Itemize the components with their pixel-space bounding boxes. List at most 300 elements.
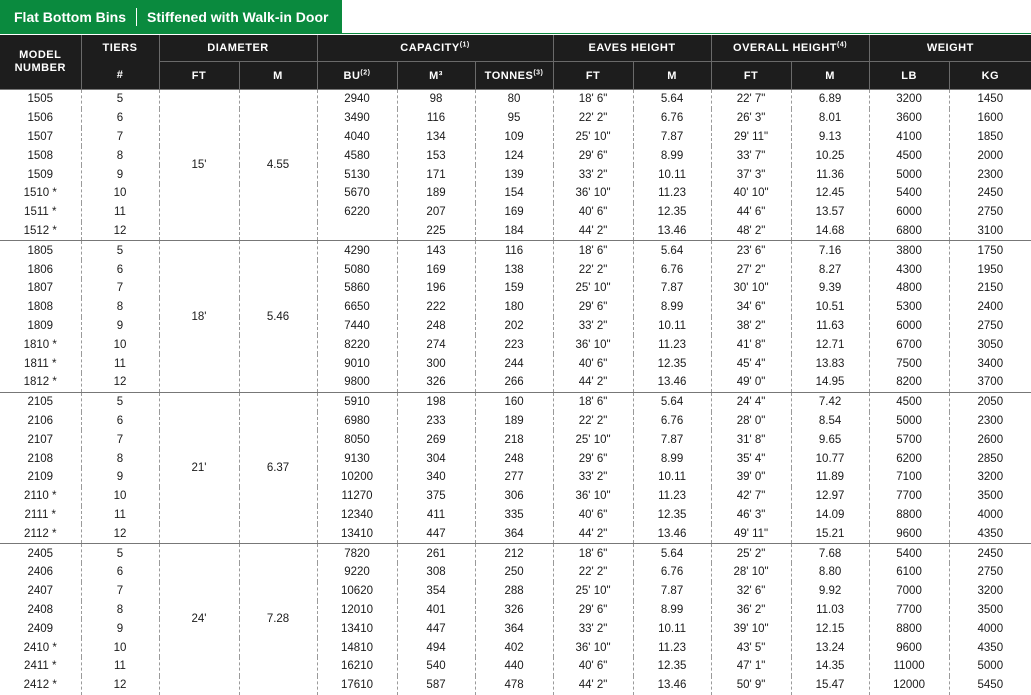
tiers-cell: 7 xyxy=(81,430,159,449)
weight-kg-cell: 2600 xyxy=(949,430,1031,449)
overall-ft-cell: 36' 2" xyxy=(711,601,791,620)
weight-lb-cell: 4300 xyxy=(869,260,949,279)
overall-m-cell: 7.16 xyxy=(791,241,869,260)
tiers-cell: 6 xyxy=(81,109,159,128)
eaves-m-cell: 10.11 xyxy=(633,619,711,638)
table-row xyxy=(0,279,1031,298)
eaves-m-cell: 11.23 xyxy=(633,335,711,354)
capacity-m3-cell: 340 xyxy=(397,468,475,487)
table-row xyxy=(0,222,1031,241)
eaves-ft-cell: 33' 2" xyxy=(553,468,633,487)
overall-m-cell: 14.35 xyxy=(791,657,869,676)
eaves-ft-cell: 33' 2" xyxy=(553,165,633,184)
capacity-tonnes-cell: 335 xyxy=(475,506,553,525)
overall-m-cell: 10.77 xyxy=(791,449,869,468)
header-diameter-ft: FT xyxy=(159,62,239,90)
weight-kg-cell: 2850 xyxy=(949,449,1031,468)
overall-ft-cell: 26' 3" xyxy=(711,109,791,128)
table-row xyxy=(0,430,1031,449)
tiers-cell: 5 xyxy=(81,241,159,260)
capacity-tonnes-cell: 218 xyxy=(475,430,553,449)
overall-m-cell: 15.21 xyxy=(791,524,869,543)
weight-lb-cell: 5300 xyxy=(869,298,949,317)
model-number-cell: 1505 xyxy=(0,90,81,109)
model-number-cell: 1811 * xyxy=(0,354,81,373)
weight-lb-cell: 5400 xyxy=(869,184,949,203)
overall-ft-cell: 32' 6" xyxy=(711,582,791,601)
overall-m-cell: 13.83 xyxy=(791,354,869,373)
overall-ft-cell: 22' 7" xyxy=(711,90,791,109)
group-15ft xyxy=(0,90,1031,241)
tiers-cell: 12 xyxy=(81,676,159,695)
diameter-ft-cell: 24' xyxy=(159,544,239,695)
capacity-m3-cell: 540 xyxy=(397,657,475,676)
diameter-m-cell: 6.37 xyxy=(239,392,317,543)
header-overall-ft: FT xyxy=(711,62,791,90)
eaves-m-cell: 7.87 xyxy=(633,279,711,298)
capacity-tonnes-cell: 159 xyxy=(475,279,553,298)
overall-ft-cell: 40' 10" xyxy=(711,184,791,203)
eaves-m-cell: 13.46 xyxy=(633,676,711,695)
title-underline xyxy=(0,33,1031,34)
model-number-cell: 1507 xyxy=(0,128,81,147)
overall-m-cell: 7.42 xyxy=(791,392,869,411)
capacity-bu-cell: 5080 xyxy=(317,260,397,279)
weight-lb-cell: 3800 xyxy=(869,241,949,260)
eaves-ft-cell: 36' 10" xyxy=(553,184,633,203)
tiers-cell: 10 xyxy=(81,335,159,354)
tiers-cell: 7 xyxy=(81,279,159,298)
eaves-ft-cell: 36' 10" xyxy=(553,335,633,354)
table-row xyxy=(0,146,1031,165)
header-weight: WEIGHT xyxy=(869,35,1031,62)
tiers-cell: 11 xyxy=(81,506,159,525)
table-row xyxy=(0,203,1031,222)
capacity-bu-cell: 13410 xyxy=(317,524,397,543)
header-weight-lb: LB xyxy=(869,62,949,90)
tiers-cell: 5 xyxy=(81,544,159,563)
header-tiers-unit: # xyxy=(81,62,159,90)
capacity-m3-cell: 171 xyxy=(397,165,475,184)
model-number-cell: 1510 * xyxy=(0,184,81,203)
tiers-cell: 5 xyxy=(81,392,159,411)
weight-kg-cell: 2450 xyxy=(949,184,1031,203)
overall-ft-cell: 30' 10" xyxy=(711,279,791,298)
weight-kg-cell: 3700 xyxy=(949,373,1031,392)
model-number-cell: 1812 * xyxy=(0,373,81,392)
weight-lb-cell: 6700 xyxy=(869,335,949,354)
tiers-cell: 7 xyxy=(81,128,159,147)
eaves-ft-cell: 25' 10" xyxy=(553,430,633,449)
capacity-m3-cell: 225 xyxy=(397,222,475,241)
tiers-cell: 12 xyxy=(81,222,159,241)
capacity-m3-cell: 196 xyxy=(397,279,475,298)
weight-lb-cell: 8200 xyxy=(869,373,949,392)
capacity-m3-cell: 587 xyxy=(397,676,475,695)
eaves-ft-cell: 44' 2" xyxy=(553,524,633,543)
tiers-cell: 8 xyxy=(81,298,159,317)
eaves-m-cell: 12.35 xyxy=(633,354,711,373)
weight-lb-cell: 5400 xyxy=(869,544,949,563)
header-model-number: MODEL NUMBER xyxy=(0,35,81,90)
overall-m-cell: 9.39 xyxy=(791,279,869,298)
model-number-cell: 2410 * xyxy=(0,638,81,657)
table-row xyxy=(0,392,1031,411)
weight-kg-cell: 3500 xyxy=(949,487,1031,506)
capacity-bu-cell: 7820 xyxy=(317,544,397,563)
model-number-cell: 2109 xyxy=(0,468,81,487)
header-tiers: TIERS xyxy=(81,35,159,62)
model-number-cell: 1806 xyxy=(0,260,81,279)
capacity-tonnes-cell: 180 xyxy=(475,298,553,317)
capacity-m3-cell: 401 xyxy=(397,601,475,620)
weight-lb-cell: 9600 xyxy=(869,638,949,657)
weight-kg-cell: 3400 xyxy=(949,354,1031,373)
tiers-cell: 11 xyxy=(81,657,159,676)
header-weight-kg: KG xyxy=(949,62,1031,90)
capacity-tonnes-cell: 139 xyxy=(475,165,553,184)
overall-ft-cell: 39' 0" xyxy=(711,468,791,487)
overall-m-cell: 12.15 xyxy=(791,619,869,638)
eaves-m-cell: 7.87 xyxy=(633,430,711,449)
eaves-m-cell: 8.99 xyxy=(633,146,711,165)
overall-m-cell: 8.01 xyxy=(791,109,869,128)
capacity-tonnes-cell: 160 xyxy=(475,392,553,411)
weight-lb-cell: 8800 xyxy=(869,506,949,525)
weight-kg-cell: 1750 xyxy=(949,241,1031,260)
model-number-cell: 1808 xyxy=(0,298,81,317)
header-capacity: CAPACITY$^{(1)}$ xyxy=(317,35,553,62)
weight-kg-cell: 1600 xyxy=(949,109,1031,128)
capacity-tonnes-cell: 440 xyxy=(475,657,553,676)
weight-lb-cell: 11000 xyxy=(869,657,949,676)
weight-lb-cell: 8800 xyxy=(869,619,949,638)
capacity-bu-cell: 16210 xyxy=(317,657,397,676)
weight-kg-cell: 4000 xyxy=(949,506,1031,525)
tiers-cell: 12 xyxy=(81,524,159,543)
capacity-m3-cell: 233 xyxy=(397,412,475,431)
eaves-ft-cell: 40' 6" xyxy=(553,657,633,676)
overall-m-cell: 11.36 xyxy=(791,165,869,184)
eaves-ft-cell: 18' 6" xyxy=(553,392,633,411)
eaves-m-cell: 5.64 xyxy=(633,241,711,260)
title-primary: Flat Bottom Bins xyxy=(14,9,126,25)
eaves-ft-cell: 33' 2" xyxy=(553,619,633,638)
capacity-bu-cell: 14810 xyxy=(317,638,397,657)
capacity-m3-cell: 207 xyxy=(397,203,475,222)
eaves-m-cell: 13.46 xyxy=(633,524,711,543)
tiers-cell: 10 xyxy=(81,638,159,657)
eaves-m-cell: 5.64 xyxy=(633,544,711,563)
model-number-cell: 1512 * xyxy=(0,222,81,241)
overall-m-cell: 9.92 xyxy=(791,582,869,601)
overall-m-cell: 8.27 xyxy=(791,260,869,279)
eaves-m-cell: 13.46 xyxy=(633,222,711,241)
header-overall-height: OVERALL HEIGHT$^{(4)}$ xyxy=(711,35,869,62)
tiers-cell: 5 xyxy=(81,90,159,109)
capacity-tonnes-cell: 478 xyxy=(475,676,553,695)
capacity-bu-cell: 7440 xyxy=(317,317,397,336)
eaves-m-cell: 6.76 xyxy=(633,563,711,582)
capacity-bu-cell: 8220 xyxy=(317,335,397,354)
overall-m-cell: 14.68 xyxy=(791,222,869,241)
capacity-tonnes-cell: 202 xyxy=(475,317,553,336)
weight-kg-cell: 2400 xyxy=(949,298,1031,317)
overall-m-cell: 14.09 xyxy=(791,506,869,525)
capacity-tonnes-cell: 189 xyxy=(475,412,553,431)
capacity-bu-cell: 4580 xyxy=(317,146,397,165)
overall-m-cell: 10.25 xyxy=(791,146,869,165)
weight-lb-cell: 6100 xyxy=(869,563,949,582)
eaves-m-cell: 8.99 xyxy=(633,601,711,620)
model-number-cell: 2106 xyxy=(0,412,81,431)
weight-kg-cell: 2050 xyxy=(949,392,1031,411)
table-row xyxy=(0,601,1031,620)
table-row xyxy=(0,260,1031,279)
overall-m-cell: 11.89 xyxy=(791,468,869,487)
eaves-ft-cell: 25' 10" xyxy=(553,279,633,298)
capacity-m3-cell: 411 xyxy=(397,506,475,525)
model-number-cell: 2411 * xyxy=(0,657,81,676)
overall-m-cell: 12.97 xyxy=(791,487,869,506)
capacity-bu-cell: 5910 xyxy=(317,392,397,411)
overall-ft-cell: 47' 1" xyxy=(711,657,791,676)
eaves-m-cell: 5.64 xyxy=(633,90,711,109)
model-number-cell: 1509 xyxy=(0,165,81,184)
table-row xyxy=(0,298,1031,317)
group-21ft xyxy=(0,392,1031,543)
model-number-cell: 2107 xyxy=(0,430,81,449)
capacity-m3-cell: 261 xyxy=(397,544,475,563)
weight-lb-cell: 6200 xyxy=(869,449,949,468)
eaves-ft-cell: 22' 2" xyxy=(553,260,633,279)
capacity-bu-cell: 9130 xyxy=(317,449,397,468)
capacity-m3-cell: 447 xyxy=(397,524,475,543)
overall-ft-cell: 45' 4" xyxy=(711,354,791,373)
overall-ft-cell: 35' 4" xyxy=(711,449,791,468)
table-row xyxy=(0,165,1031,184)
header-diameter: DIAMETER xyxy=(159,35,317,62)
capacity-m3-cell: 447 xyxy=(397,619,475,638)
overall-ft-cell: 33' 7" xyxy=(711,146,791,165)
model-number-cell: 1511 * xyxy=(0,203,81,222)
eaves-ft-cell: 25' 10" xyxy=(553,128,633,147)
overall-ft-cell: 43' 5" xyxy=(711,638,791,657)
overall-ft-cell: 28' 10" xyxy=(711,563,791,582)
eaves-m-cell: 7.87 xyxy=(633,128,711,147)
weight-lb-cell: 4800 xyxy=(869,279,949,298)
eaves-ft-cell: 22' 2" xyxy=(553,412,633,431)
capacity-bu-cell: 12340 xyxy=(317,506,397,525)
overall-m-cell: 12.71 xyxy=(791,335,869,354)
weight-kg-cell: 2450 xyxy=(949,544,1031,563)
table-row xyxy=(0,487,1031,506)
capacity-tonnes-cell: 138 xyxy=(475,260,553,279)
capacity-bu-cell: 9800 xyxy=(317,373,397,392)
eaves-ft-cell: 29' 6" xyxy=(553,449,633,468)
overall-ft-cell: 24' 4" xyxy=(711,392,791,411)
group-18ft xyxy=(0,241,1031,392)
capacity-bu-cell: 5860 xyxy=(317,279,397,298)
capacity-tonnes-cell: 306 xyxy=(475,487,553,506)
capacity-m3-cell: 222 xyxy=(397,298,475,317)
weight-kg-cell: 2750 xyxy=(949,203,1031,222)
capacity-tonnes-cell: 402 xyxy=(475,638,553,657)
capacity-m3-cell: 300 xyxy=(397,354,475,373)
header-capacity-bu: BU$^{(2)}$ xyxy=(317,62,397,90)
group-24ft xyxy=(0,544,1031,695)
capacity-m3-cell: 248 xyxy=(397,317,475,336)
overall-ft-cell: 46' 3" xyxy=(711,506,791,525)
capacity-tonnes-cell: 212 xyxy=(475,544,553,563)
tiers-cell: 6 xyxy=(81,412,159,431)
capacity-bu-cell: 10200 xyxy=(317,468,397,487)
capacity-bu-cell: 6980 xyxy=(317,412,397,431)
model-number-cell: 2407 xyxy=(0,582,81,601)
overall-m-cell: 6.89 xyxy=(791,90,869,109)
title-bar xyxy=(0,0,342,34)
overall-ft-cell: 41' 8" xyxy=(711,335,791,354)
weight-lb-cell: 3200 xyxy=(869,90,949,109)
eaves-ft-cell: 18' 6" xyxy=(553,90,633,109)
eaves-ft-cell: 33' 2" xyxy=(553,317,633,336)
eaves-ft-cell: 44' 2" xyxy=(553,373,633,392)
capacity-m3-cell: 269 xyxy=(397,430,475,449)
weight-lb-cell: 5000 xyxy=(869,165,949,184)
table-row xyxy=(0,619,1031,638)
eaves-m-cell: 12.35 xyxy=(633,657,711,676)
eaves-ft-cell: 36' 10" xyxy=(553,487,633,506)
eaves-m-cell: 8.99 xyxy=(633,449,711,468)
overall-m-cell: 15.47 xyxy=(791,676,869,695)
capacity-m3-cell: 308 xyxy=(397,563,475,582)
weight-kg-cell: 3500 xyxy=(949,601,1031,620)
eaves-ft-cell: 29' 6" xyxy=(553,298,633,317)
capacity-bu-cell: 5130 xyxy=(317,165,397,184)
capacity-tonnes-cell: 109 xyxy=(475,128,553,147)
overall-ft-cell: 44' 6" xyxy=(711,203,791,222)
capacity-tonnes-cell: 288 xyxy=(475,582,553,601)
weight-kg-cell: 5000 xyxy=(949,657,1031,676)
overall-ft-cell: 49' 11" xyxy=(711,524,791,543)
eaves-m-cell: 12.35 xyxy=(633,203,711,222)
model-number-cell: 2111 * xyxy=(0,506,81,525)
weight-kg-cell: 2000 xyxy=(949,146,1031,165)
capacity-tonnes-cell: 116 xyxy=(475,241,553,260)
model-number-cell: 2112 * xyxy=(0,524,81,543)
tiers-cell: 6 xyxy=(81,563,159,582)
model-number-cell: 2408 xyxy=(0,601,81,620)
eaves-ft-cell: 29' 6" xyxy=(553,601,633,620)
eaves-m-cell: 11.23 xyxy=(633,638,711,657)
capacity-m3-cell: 326 xyxy=(397,373,475,392)
tiers-cell: 8 xyxy=(81,146,159,165)
weight-lb-cell: 6000 xyxy=(869,203,949,222)
table-row xyxy=(0,184,1031,203)
eaves-ft-cell: 18' 6" xyxy=(553,241,633,260)
tiers-cell: 8 xyxy=(81,601,159,620)
weight-lb-cell: 5000 xyxy=(869,412,949,431)
table-row xyxy=(0,335,1031,354)
tiers-cell: 10 xyxy=(81,487,159,506)
table-row xyxy=(0,582,1031,601)
weight-kg-cell: 3200 xyxy=(949,468,1031,487)
capacity-bu-cell: 10620 xyxy=(317,582,397,601)
title-secondary: Stiffened with Walk-in Door xyxy=(147,9,329,25)
capacity-m3-cell: 169 xyxy=(397,260,475,279)
capacity-tonnes-cell: 154 xyxy=(475,184,553,203)
overall-m-cell: 9.13 xyxy=(791,128,869,147)
overall-m-cell: 13.57 xyxy=(791,203,869,222)
capacity-bu-cell: 12010 xyxy=(317,601,397,620)
header-eaves-m: M xyxy=(633,62,711,90)
overall-m-cell: 9.65 xyxy=(791,430,869,449)
model-number-cell: 2110 * xyxy=(0,487,81,506)
capacity-m3-cell: 143 xyxy=(397,241,475,260)
header-overall-m: M xyxy=(791,62,869,90)
tiers-cell: 9 xyxy=(81,165,159,184)
weight-kg-cell: 1950 xyxy=(949,260,1031,279)
capacity-m3-cell: 198 xyxy=(397,392,475,411)
overall-ft-cell: 37' 3" xyxy=(711,165,791,184)
header-eaves-height: EAVES HEIGHT xyxy=(553,35,711,62)
weight-kg-cell: 5450 xyxy=(949,676,1031,695)
table-row xyxy=(0,449,1031,468)
weight-kg-cell: 1450 xyxy=(949,90,1031,109)
weight-lb-cell: 4500 xyxy=(869,146,949,165)
tiers-cell: 12 xyxy=(81,373,159,392)
capacity-m3-cell: 375 xyxy=(397,487,475,506)
capacity-m3-cell: 274 xyxy=(397,335,475,354)
overall-m-cell: 13.24 xyxy=(791,638,869,657)
tiers-cell: 11 xyxy=(81,203,159,222)
weight-kg-cell: 3050 xyxy=(949,335,1031,354)
capacity-tonnes-cell: 80 xyxy=(475,90,553,109)
table-row xyxy=(0,128,1031,147)
eaves-ft-cell: 29' 6" xyxy=(553,146,633,165)
overall-m-cell: 10.51 xyxy=(791,298,869,317)
model-number-cell: 1809 xyxy=(0,317,81,336)
eaves-m-cell: 6.76 xyxy=(633,260,711,279)
capacity-m3-cell: 116 xyxy=(397,109,475,128)
weight-kg-cell: 2750 xyxy=(949,317,1031,336)
capacity-m3-cell: 304 xyxy=(397,449,475,468)
tiers-cell: 6 xyxy=(81,260,159,279)
overall-ft-cell: 34' 6" xyxy=(711,298,791,317)
model-number-cell: 2412 * xyxy=(0,676,81,695)
header-capacity-m3: M³ xyxy=(397,62,475,90)
overall-ft-cell: 31' 8" xyxy=(711,430,791,449)
weight-lb-cell: 7000 xyxy=(869,582,949,601)
capacity-bu-cell: 13410 xyxy=(317,619,397,638)
weight-lb-cell: 7500 xyxy=(869,354,949,373)
weight-kg-cell: 3100 xyxy=(949,222,1031,241)
weight-lb-cell: 6000 xyxy=(869,317,949,336)
eaves-ft-cell: 40' 6" xyxy=(553,354,633,373)
eaves-m-cell: 10.11 xyxy=(633,165,711,184)
header-diameter-m: M xyxy=(239,62,317,90)
weight-kg-cell: 2300 xyxy=(949,412,1031,431)
table-row xyxy=(0,506,1031,525)
capacity-bu-cell: 17610 xyxy=(317,676,397,695)
weight-lb-cell: 6800 xyxy=(869,222,949,241)
overall-ft-cell: 27' 2" xyxy=(711,260,791,279)
eaves-ft-cell: 22' 2" xyxy=(553,563,633,582)
weight-kg-cell: 2750 xyxy=(949,563,1031,582)
capacity-tonnes-cell: 364 xyxy=(475,619,553,638)
capacity-m3-cell: 153 xyxy=(397,146,475,165)
table-row xyxy=(0,317,1031,336)
